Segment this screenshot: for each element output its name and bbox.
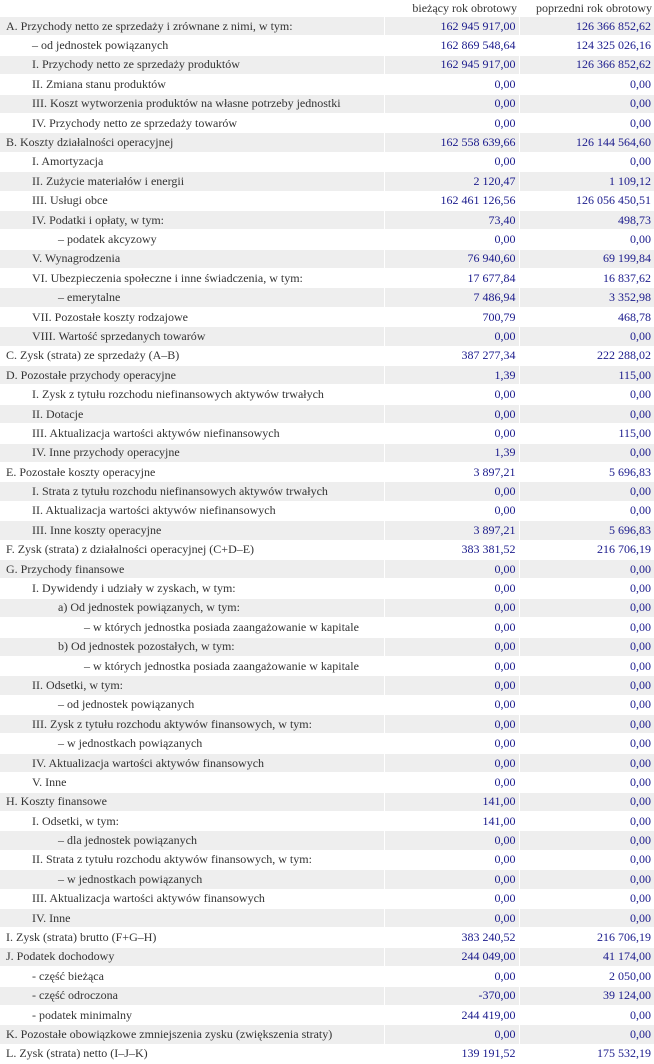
current-year-value: 0,00 [384,870,519,889]
row-label: I. Amortyzacja [0,152,384,171]
previous-year-value: 0,00 [519,889,654,908]
row-label: III. Usługi obce [0,191,384,210]
row-label: a) Od jednostek powiązanych, w tym: [0,598,384,617]
previous-year-value: 0,00 [519,598,654,617]
table-row [0,346,654,365]
row-label: IV. Inne [0,908,384,927]
row-label: G. Przychody finansowe [0,559,384,578]
previous-year-value: 216 706,19 [519,540,654,559]
table-row [0,618,654,637]
current-year-value: 383 240,52 [384,928,519,947]
previous-year-value: 115,00 [519,366,654,385]
current-year-value: 3 897,21 [384,521,519,540]
table-row [0,269,654,288]
header-spacer [0,0,384,17]
row-label: III. Zysk z tytułu rozchodu aktywów finansowych, w tym: [0,715,384,734]
previous-year-value: 0,00 [519,482,654,501]
row-label: L. Zysk (strata) netto (I–J–K) [0,1044,384,1063]
previous-year-value: 126 366 852,62 [519,17,654,36]
table-row [0,75,654,94]
current-year-value: 0,00 [384,831,519,850]
previous-year-value: 0,00 [519,656,654,675]
previous-year-value: 0,00 [519,1025,654,1044]
row-label: – od jednostek powiązanych [0,36,384,55]
table-row [0,521,654,540]
current-year-value: 162 558 639,66 [384,133,519,152]
table-row [0,385,654,404]
previous-year-value: 222 288,02 [519,346,654,365]
row-label: VI. Ubezpieczenia społeczne i inne świadczenia, w tym: [0,269,384,288]
current-year-value: 162 869 548,64 [384,36,519,55]
table-row [0,230,654,249]
previous-year-value: 126 056 450,51 [519,191,654,210]
row-label: IV. Inne przychody operacyjne [0,443,384,462]
previous-year-value: 0,00 [519,579,654,598]
row-label: III. Inne koszty operacyjne [0,521,384,540]
current-year-value: 0,00 [384,1025,519,1044]
previous-year-value: 0,00 [519,812,654,831]
previous-year-value: 468,78 [519,307,654,326]
row-label: III. Koszt wytworzenia produktów na własne potrzeby jednostki [0,94,384,113]
previous-year-value: 0,00 [519,850,654,869]
row-label: b) Od jednostek pozostałych, w tym: [0,637,384,656]
current-year-value: 0,00 [384,618,519,637]
table-row [0,94,654,113]
current-year-value: 7 486,94 [384,288,519,307]
current-year-value: 0,00 [384,75,519,94]
current-year-value: 0,00 [384,850,519,869]
table-row [0,462,654,481]
table-row [0,773,654,792]
previous-year-value: 0,00 [519,152,654,171]
previous-year-value: 124 325 026,16 [519,36,654,55]
current-year-value: 244 419,00 [384,1005,519,1024]
header-previous-year: poprzedni rok obrotowy [536,1,652,15]
previous-year-value: 0,00 [519,94,654,113]
current-year-value: 0,00 [384,385,519,404]
previous-year-value: 498,73 [519,210,654,229]
current-year-value: 0,00 [384,967,519,986]
row-label: – w których jednostka posiada zaangażowanie w kapitale [0,656,384,675]
row-label: VIII. Wartość sprzedanych towarów [0,327,384,346]
table-row [0,482,654,501]
previous-year-value: 0,00 [519,715,654,734]
table-row [0,404,654,423]
current-year-value: 0,00 [384,230,519,249]
previous-year-value: 69 199,84 [519,249,654,268]
previous-year-value: 0,00 [519,1005,654,1024]
row-label: - podatek minimalny [0,1005,384,1024]
row-label: K. Pozostałe obowiązkowe zmniejszenia zysku (zwiększenia straty) [0,1025,384,1044]
current-year-value: 0,00 [384,734,519,753]
previous-year-value: 2 050,00 [519,967,654,986]
table-row [0,908,654,927]
table-row [0,210,654,229]
row-label: II. Zmiana stanu produktów [0,75,384,94]
previous-year-value: 16 837,62 [519,269,654,288]
current-year-value: 0,00 [384,501,519,520]
row-label: II. Strata z tytułu rozchodu aktywów finansowych, w tym: [0,850,384,869]
current-year-value: 0,00 [384,579,519,598]
row-label: – emerytalne [0,288,384,307]
table-row [0,152,654,171]
current-year-value: 0,00 [384,715,519,734]
row-label: I. Przychody netto ze sprzedaży produktów [0,55,384,74]
table-row [0,734,654,753]
table-row [0,792,654,811]
current-year-value: 0,00 [384,327,519,346]
current-year-value: 0,00 [384,424,519,443]
current-year-value: 73,40 [384,210,519,229]
previous-year-value: 0,00 [519,831,654,850]
current-year-value: 0,00 [384,637,519,656]
row-label: – od jednostek powiązanych [0,695,384,714]
previous-year-value: 175 532,19 [519,1044,654,1063]
previous-year-value: 41 174,00 [519,947,654,966]
previous-year-value: 0,00 [519,792,654,811]
row-label: D. Pozostałe przychody operacyjne [0,366,384,385]
table-row [0,113,654,132]
table-row [0,1044,654,1063]
previous-year-value: 0,00 [519,113,654,132]
previous-year-value: 0,00 [519,75,654,94]
previous-year-value: 5 696,83 [519,462,654,481]
previous-year-value: 216 706,19 [519,928,654,947]
current-year-value: 141,00 [384,792,519,811]
current-year-value: 0,00 [384,656,519,675]
header-current-year: bieżący rok obrotowy [412,1,517,15]
row-label: IV. Podatki i opłaty, w tym: [0,210,384,229]
table-row [0,928,654,947]
row-label: – dla jednostek powiązanych [0,831,384,850]
previous-year-value: 0,00 [519,637,654,656]
table-row [0,1025,654,1044]
current-year-value: 0,00 [384,404,519,423]
previous-year-value: 0,00 [519,559,654,578]
table-row [0,55,654,74]
table-row [0,540,654,559]
row-label: F. Zysk (strata) z działalności operacyjnej (C+D–E) [0,540,384,559]
previous-year-value: 1 109,12 [519,172,654,191]
previous-year-value: 115,00 [519,424,654,443]
current-year-value: 0,00 [384,908,519,927]
current-year-value: 244 049,00 [384,947,519,966]
current-year-value: 700,79 [384,307,519,326]
previous-year-value: 5 696,83 [519,521,654,540]
row-label: II. Dotacje [0,404,384,423]
table-row [0,676,654,695]
row-label: – w jednostkach powiązanych [0,734,384,753]
row-label: IV. Aktualizacja wartości aktywów finansowych [0,753,384,772]
previous-year-value: 0,00 [519,753,654,772]
current-year-value: 383 381,52 [384,540,519,559]
current-year-value: 0,00 [384,94,519,113]
previous-year-value: 126 144 564,60 [519,133,654,152]
row-label: – podatek akcyzowy [0,230,384,249]
row-label: – w jednostkach powiązanych [0,870,384,889]
table-row [0,986,654,1005]
row-label: II. Zużycie materiałów i energii [0,172,384,191]
table-row [0,17,654,36]
current-year-value: 1,39 [384,366,519,385]
table-row [0,715,654,734]
table-body [0,17,654,1064]
row-label: C. Zysk (strata) ze sprzedaży (A–B) [0,346,384,365]
previous-year-value: 0,00 [519,230,654,249]
previous-year-value: 0,00 [519,676,654,695]
table-row [0,172,654,191]
table-row [0,288,654,307]
previous-year-value: 0,00 [519,618,654,637]
current-year-value: 17 677,84 [384,269,519,288]
table-row [0,191,654,210]
current-year-value: 0,00 [384,152,519,171]
previous-year-value: 126 366 852,62 [519,55,654,74]
table-row [0,656,654,675]
row-label: - część odroczona [0,986,384,1005]
current-year-value: 0,00 [384,676,519,695]
row-label: V. Wynagrodzenia [0,249,384,268]
current-year-value: 0,00 [384,695,519,714]
current-year-value: 387 277,34 [384,346,519,365]
row-label: I. Strata z tytułu rozchodu niefinansowych aktywów trwałych [0,482,384,501]
row-label: J. Podatek dochodowy [0,947,384,966]
table-row [0,424,654,443]
table-row [0,559,654,578]
row-label: V. Inne [0,773,384,792]
table-row [0,889,654,908]
current-year-value: 141,00 [384,812,519,831]
row-label: VII. Pozostałe koszty rodzajowe [0,307,384,326]
current-year-value: -370,00 [384,986,519,1005]
previous-year-value: 0,00 [519,734,654,753]
table-row [0,967,654,986]
previous-year-value: 0,00 [519,870,654,889]
table-row [0,327,654,346]
table-row [0,36,654,55]
current-year-value: 139 191,52 [384,1044,519,1063]
table-header [0,0,654,17]
current-year-value: 76 940,60 [384,249,519,268]
table-row [0,307,654,326]
current-year-value: 0,00 [384,598,519,617]
previous-year-value: 0,00 [519,695,654,714]
table-row [0,598,654,617]
previous-year-value: 0,00 [519,385,654,404]
row-label: I. Zysk (strata) brutto (F+G–H) [0,928,384,947]
row-label: - część bieżąca [0,967,384,986]
current-year-value: 1,39 [384,443,519,462]
table-row [0,831,654,850]
previous-year-value: 3 352,98 [519,288,654,307]
row-label: H. Koszty finansowe [0,792,384,811]
table-row [0,366,654,385]
current-year-value: 0,00 [384,773,519,792]
row-label: II. Aktualizacja wartości aktywów niefinansowych [0,501,384,520]
current-year-value: 3 897,21 [384,462,519,481]
table-row [0,870,654,889]
row-label: – w których jednostka posiada zaangażowanie w kapitale [0,618,384,637]
row-label: A. Przychody netto ze sprzedaży i zrównane z nimi, w tym: [0,17,384,36]
row-label: E. Pozostałe koszty operacyjne [0,462,384,481]
current-year-value: 0,00 [384,113,519,132]
row-label: IV. Przychody netto ze sprzedaży towarów [0,113,384,132]
previous-year-value: 39 124,00 [519,986,654,1005]
previous-year-value: 0,00 [519,908,654,927]
row-label: I. Zysk z tytułu rozchodu niefinansowych aktywów trwałych [0,385,384,404]
previous-year-value: 0,00 [519,773,654,792]
previous-year-value: 0,00 [519,501,654,520]
current-year-value: 162 945 917,00 [384,55,519,74]
row-label: II. Odsetki, w tym: [0,676,384,695]
row-label: III. Aktualizacja wartości aktywów niefinansowych [0,424,384,443]
table-row [0,249,654,268]
current-year-value: 162 461 126,56 [384,191,519,210]
current-year-value: 0,00 [384,559,519,578]
table-row [0,850,654,869]
current-year-value: 0,00 [384,889,519,908]
table-row [0,443,654,462]
table-row [0,637,654,656]
previous-year-value: 0,00 [519,327,654,346]
current-year-value: 162 945 917,00 [384,17,519,36]
table-row [0,1005,654,1024]
table-row [0,753,654,772]
row-label: III. Aktualizacja wartości aktywów finansowych [0,889,384,908]
row-label: I. Odsetki, w tym: [0,812,384,831]
previous-year-value: 0,00 [519,404,654,423]
table-row [0,695,654,714]
current-year-value: 2 120,47 [384,172,519,191]
previous-year-value: 0,00 [519,443,654,462]
row-label: I. Dywidendy i udziały w zyskach, w tym: [0,579,384,598]
table-row [0,812,654,831]
table-row [0,947,654,966]
table-row [0,579,654,598]
row-label: B. Koszty działalności operacyjnej [0,133,384,152]
table-row [0,501,654,520]
current-year-value: 0,00 [384,753,519,772]
current-year-value: 0,00 [384,482,519,501]
table-row [0,133,654,152]
